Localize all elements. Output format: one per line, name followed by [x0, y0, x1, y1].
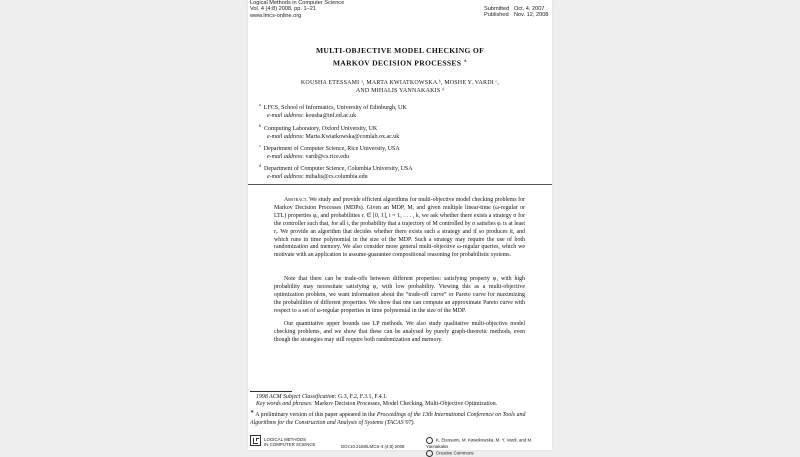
journal-volume: Vol. 4 (4:8) 2008, pp. 1–21: [250, 6, 316, 13]
abstract-paragraph-1: [274, 197, 525, 260]
license-authors: K. Etessami, M. Kwiatkowska, M. Y. Vardi, and M. Yannakakis: [426, 437, 533, 449]
affiliation-a: $^a$LFCS, School of Informatics, University of Edinburgh, UK e-mail address: kousha@inf.ed.ac.uk: [259, 102, 407, 119]
affiliation-mark: a: [259, 102, 261, 107]
author-email[interactable]: kousha@inf.ed.ac.uk: [305, 112, 357, 119]
title-line-2: MARKOV DECISION PROCESSES: [332, 58, 462, 68]
abstract-text-1: We study and provide efficient algorithms for multi-objective model checking problems for Markov Decision Processes (MDPs). Given an MDP, M, and given multiple linear-time (ω-regular or LTL) properties φᵢ, and probabilities rᵢ ∈ [0, 1], i = 1, . . . , k, we ask whether there exists a strategy σ for the controller such that, for all i, the probability that a trajectory of M controlled by σ satisfies φᵢ is at least rᵢ. We provide an algorithm that decides whether there exists such a strategy and if so produces it, and which runs in time polynomial in the size of the MDP. Such a strategy may require the use of both randomization and memory. We also consider more general multi-objective ω-regular queries, which we motivate with an application to assume-guarantee compositional reasoning for probabilistic systems.: [274, 197, 525, 259]
logo-line-2: IN COMPUTER SCIENCE: [264, 442, 316, 447]
email-label: e-mail address: [267, 133, 303, 140]
logo-line-1: LOGICAL METHODS: [264, 437, 307, 442]
journal-name: Logical Methods in Computer Science: [250, 0, 345, 6]
published-label: Published: [484, 12, 509, 19]
acm-value: G.3, F.2, F.3.1, F.4.1.: [338, 394, 388, 400]
journal-header: [250, 0, 344, 19]
acm-label: 1998 ACM Subject Classification:: [256, 394, 337, 400]
affiliation-mark: c: [259, 143, 261, 148]
affiliation-org: Department of Computer Science, Rice University, USA: [263, 146, 400, 152]
affiliation-org: Department of Computer Science, Columbia University, USA: [264, 166, 413, 172]
published-date: Nov. 12, 2008: [514, 12, 549, 19]
creative-commons-icon: [426, 450, 433, 457]
paper-title: [248, 46, 552, 69]
keywords-label: Key words and phrases:: [256, 401, 313, 407]
footnote-divider: [250, 391, 292, 392]
email-label: e-mail address: [267, 153, 303, 160]
email-label: e-mail address: [267, 112, 303, 119]
lmcs-logo-text: [264, 437, 315, 447]
affiliation-org: LFCS, School of Informatics, University of Edinburgh, UK: [263, 105, 407, 111]
license-name[interactable]: Creative Commons: [436, 450, 474, 456]
authors-line-2: AND MIHALIS YANNAKAKIS ᵈ: [355, 88, 445, 95]
lmcs-logo-icon: [250, 435, 261, 446]
affiliation-org: Computing Laboratory, Oxford University, UK: [264, 126, 378, 132]
author-email[interactable]: Marta.Kwiatkowska@comlab.ox.ac.uk: [305, 133, 400, 140]
keywords-value: Markov Decision Processes, Model Checking, Multi-Objective Optimization.: [314, 401, 498, 407]
submission-dates: [484, 6, 548, 19]
header-divider: [248, 184, 552, 185]
affiliation-mark: d: [259, 163, 261, 168]
footnote-mark: ∗: [250, 410, 255, 415]
journal-website[interactable]: www.lmcs-online.org: [250, 12, 302, 19]
preliminary-version-footnote: [250, 409, 552, 427]
authors-line-1: KOUSHA ETESSAMI ᵃ, MARTA KWIATKOWSKA ᵇ, MOSHE Y. VARDI ᶜ,: [300, 80, 500, 86]
author-email[interactable]: mihalis@cs.columbia.edu: [305, 173, 368, 180]
doi[interactable]: DOI:10.2168/LMCS-4 (4:8) 2008: [341, 444, 405, 449]
abstract-label: Abstract.: [284, 197, 308, 203]
keywords: [256, 401, 552, 409]
title-line-1: MULTI-OBJECTIVE MODEL CHECKING OF: [315, 46, 485, 55]
copyright-icon: [426, 437, 433, 444]
license-block: [426, 437, 552, 457]
submitted-label: Submitted: [484, 6, 510, 12]
affiliation-b: $^b$Computing Laboratory, Oxford University, UK e-mail address: Marta.Kwiatkowska@comlab.ox.ac.uk: [259, 123, 400, 140]
author-email[interactable]: vardi@cs.rice.edu: [305, 153, 349, 160]
email-label: e-mail address: [267, 173, 303, 180]
author-list: [248, 79, 552, 95]
abstract-paragraph-2: Note that there can be trade-offs between different properties: satisfying property φ₁ with high probability may necessitate satisfying φ₂ with low probability. Viewing this as a multi-objective optimization problem, we want information about the “trade-off curve” or Pareto curve for maximizing the probabilities of different properties. We show that one can compute an approximate Pareto curve with respect to a set of ω-regular properties in time polynomial in the size of the MDP.: [274, 276, 525, 314]
affiliation-mark: b: [259, 123, 261, 128]
footnote-venue: Proceedings of the 13th International Conference on Tools and Algorithms for the Construction and Analysis of Systems (TACAS’07).: [250, 411, 526, 426]
paper-page: [248, 0, 552, 456]
submitted-date: Oct. 4, 2007: [514, 6, 545, 12]
footnote-text: A preliminary version of this paper appeared in the: [255, 411, 376, 418]
abstract-paragraph-3: Our quantitative upper bounds use LP methods. We also study qualitative multi-objective model checking problems, and we show that these can be analysed by purely graph-theoretic methods, even though the strategies may still require both randomization and memory.: [274, 321, 525, 343]
affiliation-c: $^c$Department of Computer Science, Rice University, USA e-mail address: vardi@cs.rice.edu: [259, 143, 400, 160]
page-footer: [248, 434, 552, 456]
affiliation-d: $^d$Department of Computer Science, Columbia University, USA e-mail address: mihalis@cs.columbia.edu: [259, 163, 413, 180]
title-footnote-mark: ∗: [463, 58, 468, 63]
